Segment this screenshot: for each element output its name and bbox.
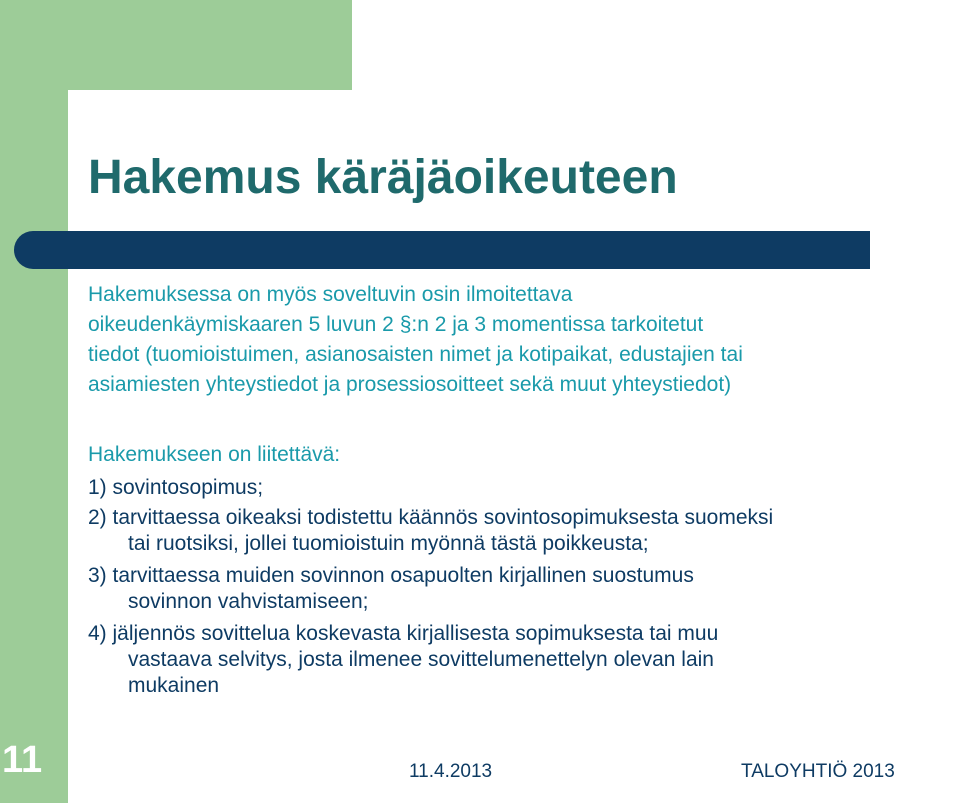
item-line: 2) tarvittaessa oikeaksi todistettu käännös sovintosopimuksesta suomeksi [88,506,774,529]
footer-date: 11.4.2013 [409,761,493,782]
intro-line: oikeudenkäymiskaaren 5 luvun 2 §:n 2 ja 3 momentissa tarkoitetut [88,313,704,336]
top-green-band [0,0,352,90]
item-line: 4) jäljennös sovittelua koskevasta kirjallisesta sopimuksesta tai muu [88,622,719,645]
attachment-item-2 [88,505,773,557]
item-line: mukainen [128,674,220,697]
intro-line: tiedot (tuomioistuimen, asianosaisten nimet ja kotipaikat, edustajien tai [88,343,743,366]
attachments-heading [88,440,340,470]
footer-organization: TALOYHTIÖ 2013 [741,761,895,782]
left-green-band [0,0,68,803]
item-line: 1) sovintosopimus; [88,476,264,499]
title-divider-bar [14,231,870,269]
item-line: vastaava selvitys, josta ilmenee sovittelumenettelyn olevan lain [128,648,714,671]
item-line: tai ruotsiksi, jollei tuomioistuin myönnä tästä poikkeusta; [128,532,649,555]
attachment-item-4 [88,621,718,699]
slide-number: 11 [2,739,43,781]
intro-line: Hakemuksessa on myös soveltuvin osin ilmoitettava [88,283,573,306]
intro-paragraph [88,280,743,400]
item-line: 3) tarvittaessa muiden sovinnon osapuolten kirjallinen suostumus [88,564,694,587]
slide-title: Hakemus käräjäoikeuteen [88,151,678,204]
attachment-item-3 [88,563,694,615]
intro-line: asiamiesten yhteystiedot ja prosessiosoitteet sekä muut yhteystiedot) [88,373,732,396]
attachments-heading-text: Hakemukseen on liitettävä: [88,443,341,466]
item-line: sovinnon vahvistamiseen; [128,590,369,613]
attachment-item-1 [88,475,263,501]
